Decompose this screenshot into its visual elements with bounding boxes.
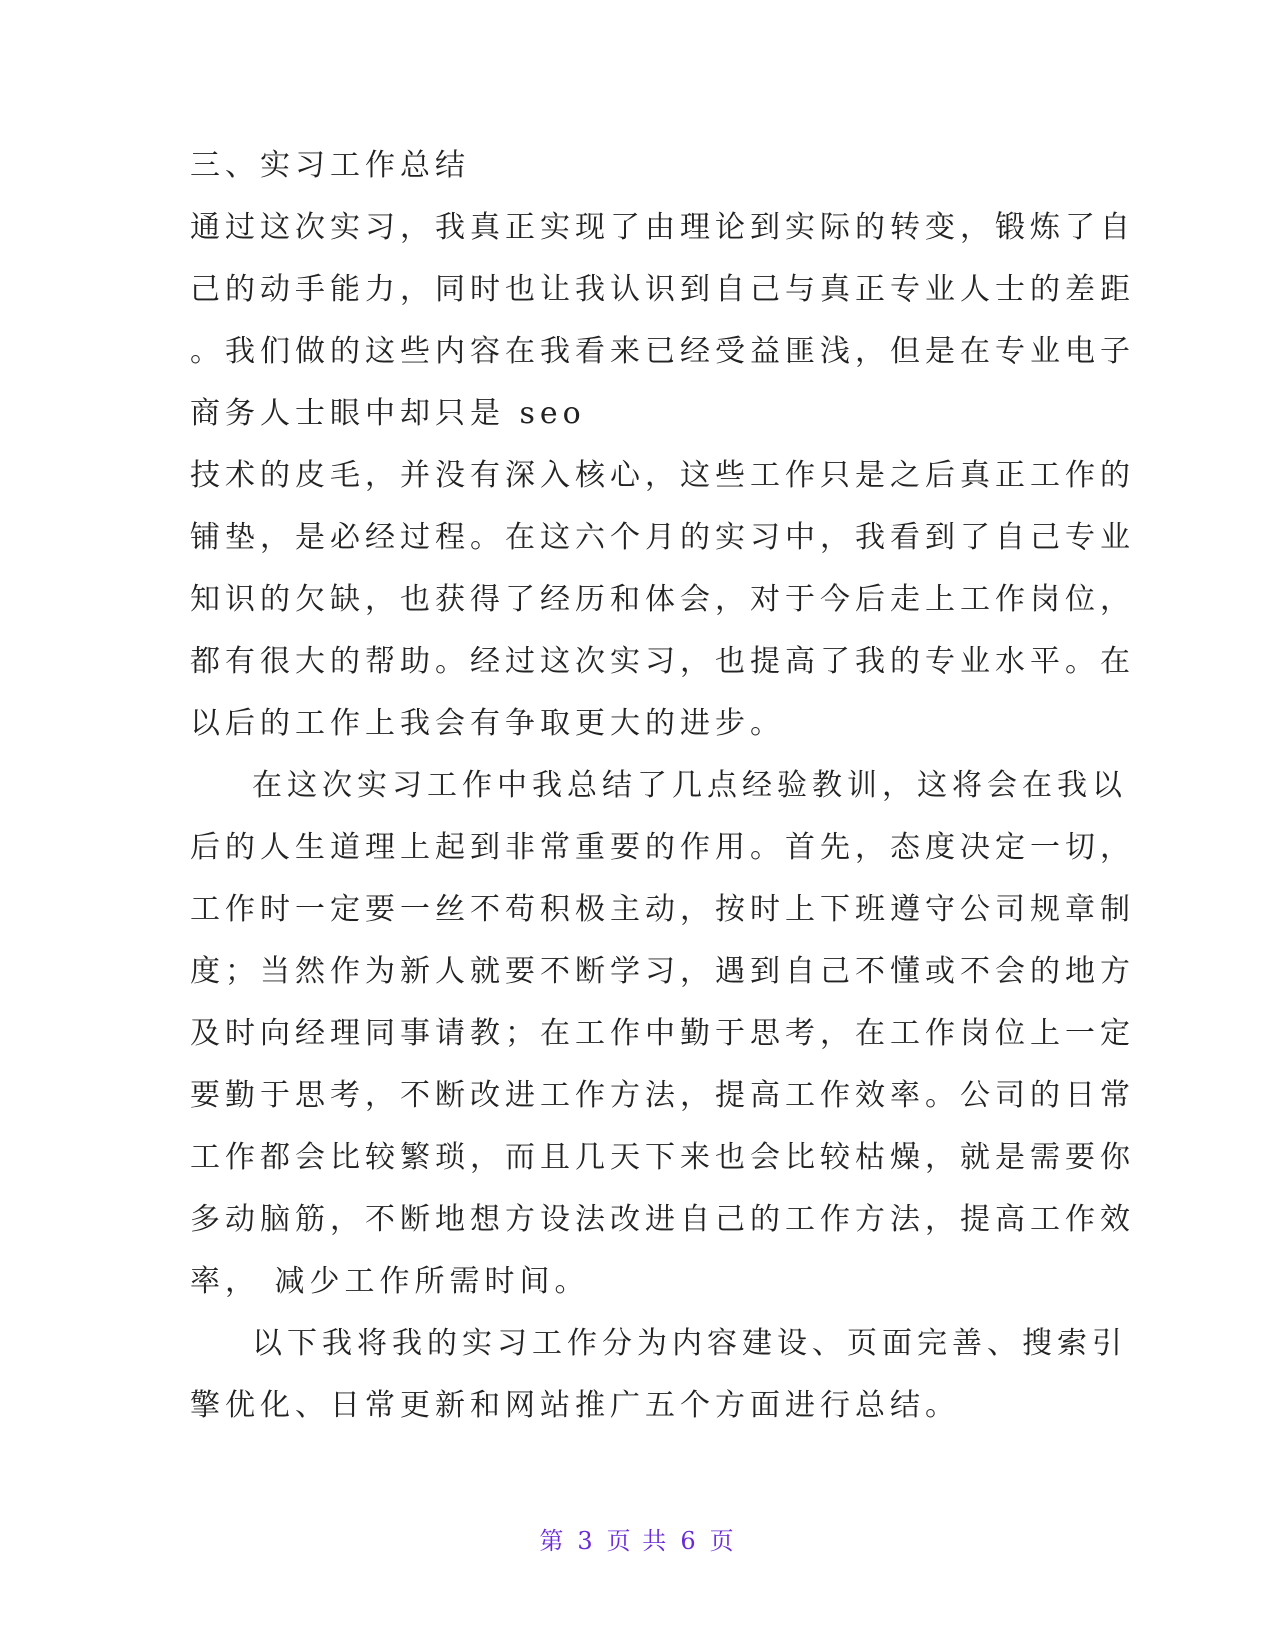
body-line: 率， 减少工作所需时间。 xyxy=(190,1264,590,1299)
footer-suffix: 页 xyxy=(709,1527,736,1555)
body-line: 铺垫，是必经过程。在这六个月的实习中，我看到了自己专业 xyxy=(190,520,1135,555)
body-line: 商务人士眼中却只是 seo xyxy=(190,396,586,431)
body-line: 及时向经理同事请教；在工作中勤于思考，在工作岗位上一定 xyxy=(190,1016,1135,1051)
page-footer xyxy=(0,1525,1275,1557)
paragraph-start-line: 以下我将我的实习工作分为内容建设、页面完善、搜索引 xyxy=(252,1326,1127,1361)
current-page-number: 3 xyxy=(577,1527,595,1555)
body-line: 工作时一定要一丝不苟积极主动，按时上下班遵守公司规章制 xyxy=(190,892,1135,927)
footer-middle: 页 共 xyxy=(606,1527,669,1555)
body-line: 度；当然作为新人就要不断学习，遇到自己不懂或不会的地方 xyxy=(190,954,1135,989)
body-line: 通过这次实习，我真正实现了由理论到实际的转变，锻炼了自 xyxy=(190,210,1135,245)
body-line: 都有很大的帮助。经过这次实习，也提高了我的专业水平。在 xyxy=(190,644,1135,679)
section-heading: 三、实习工作总结 xyxy=(190,148,470,183)
body-line: 擎优化、日常更新和网站推广五个方面进行总结。 xyxy=(190,1388,960,1423)
body-line: 工作都会比较繁琐，而且几天下来也会比较枯燥，就是需要你 xyxy=(190,1140,1135,1175)
body-line: 知识的欠缺，也获得了经历和体会，对于今后走上工作岗位， xyxy=(190,582,1135,617)
body-line: 。我们做的这些内容在我看来已经受益匪浅，但是在专业电子 xyxy=(190,334,1135,369)
paragraph-start-line: 在这次实习工作中我总结了几点经验教训，这将会在我以 xyxy=(252,768,1127,803)
body-line: 以后的工作上我会有争取更大的进步。 xyxy=(190,706,785,741)
body-line: 技术的皮毛，并没有深入核心，这些工作只是之后真正工作的 xyxy=(190,458,1135,493)
body-line: 后的人生道理上起到非常重要的作用。首先，态度决定一切， xyxy=(190,830,1135,865)
body-line: 要勤于思考，不断改进工作方法，提高工作效率。公司的日常 xyxy=(190,1078,1135,1113)
body-line: 多动脑筋，不断地想方设法改进自己的工作方法，提高工作效 xyxy=(190,1202,1135,1237)
footer-prefix: 第 xyxy=(539,1527,566,1555)
total-pages-number: 6 xyxy=(680,1527,698,1555)
body-line: 己的动手能力，同时也让我认识到自己与真正专业人士的差距 xyxy=(190,272,1135,307)
